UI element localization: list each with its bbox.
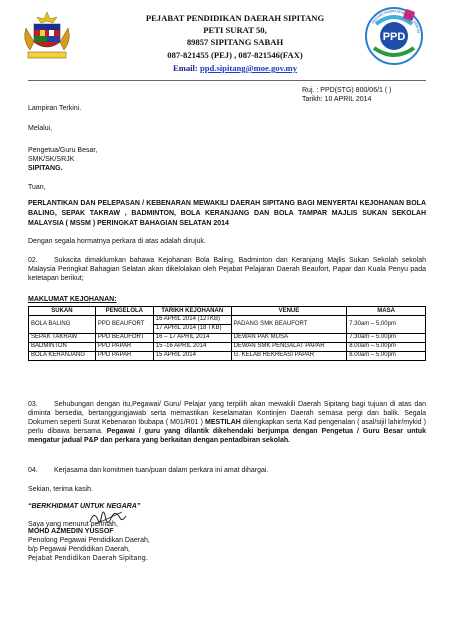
table-cell: PPD PAPAR	[95, 343, 153, 352]
reference-number: Ruj. : PPD(STG) 800/06/1 ( )	[302, 87, 392, 94]
table-cell: SEPAK TAKRAW	[29, 334, 96, 343]
logo-ring-text: PEJABAT PENDIDIKAN DAERAH SIPITANG	[370, 8, 421, 34]
table-row	[29, 352, 426, 361]
melalui: Melalui,	[28, 125, 53, 132]
opening-line: Dengan segala hormatnya perkara di atas adalah dirujuk.	[28, 238, 206, 245]
para-03-mestilah: MESTILAH	[205, 419, 241, 426]
table-cell: 16 APRIL 2014 (12TKB)	[153, 316, 231, 325]
handwritten-signature-icon	[86, 506, 130, 528]
table-cell: PPD PAPAR	[95, 352, 153, 361]
maklumat-heading: MAKLUMAT KEJOHANAN:	[28, 296, 117, 303]
para-03-part-a: Sehubungan dengan itu,Pegawai/ Guru/ Pelajar yang terpilih akan mewakili Daerah Sipitang bagi tujuan di atas dan diminta bersedia, bertanggungjawab serta memastikan keselamatan Kontinjen Daerah semasa pergi dan balik. Segala Dokumen seperti Surat Kebenaran Ibubapa ( M01/R01 )	[28, 401, 426, 426]
table-cell: 7.30am – 5.00pm	[347, 316, 426, 334]
table-cell: 16 – 17 APRIL 2014	[153, 334, 231, 343]
recipient-line1: Pengetua/Guru Besar,	[28, 147, 98, 154]
closing: Sekian, terima kasih.	[28, 486, 93, 493]
table-row	[29, 316, 426, 325]
col-header-sukan: SUKAN	[29, 307, 96, 316]
table-row	[29, 343, 426, 352]
letter-date: Tarikh: 10 APRIL 2014	[302, 96, 372, 103]
table-cell: 7.30am – 5.00pm	[347, 334, 426, 343]
postcode-city: 89857 SIPITANG SABAH	[186, 37, 284, 47]
table-cell: PPD BEAUFORT	[95, 316, 153, 334]
malaysia-coat-of-arms-icon	[20, 10, 74, 62]
para-02-number: 02.	[28, 257, 38, 264]
table-cell: BADMINTON	[29, 343, 96, 352]
office-name: PEJABAT PENDIDIKAN DAERAH SIPITANG	[145, 13, 325, 23]
logo-center-text: PPD	[382, 31, 406, 43]
po-box: PETI SURAT 50,	[203, 25, 267, 35]
lampiran: Lampiran Terkini.	[28, 105, 82, 112]
table-cell: 15 -16 APRIL 2014	[153, 343, 231, 352]
salutation: Tuan,	[28, 184, 46, 191]
phone-fax: 087-821455 (PEJ) , 087-821546(FAX)	[167, 50, 303, 60]
table-cell: BOLA BALING	[29, 316, 96, 334]
signer-title-1: Penolong Pegawai Pendidikan Daerah,	[28, 537, 150, 544]
para-03-bold-instruction: Pegawai / guru yang dilantik dikehendaki berjumpa dengan Pengetua / Guru Besar untuk mengatur jadual P&P dan perkara yang berkaitan dengan pentadbiran sekolah.	[28, 428, 426, 444]
para-03-part-b: dilengkapkan serta Kad pengenalan ( asal/sijil lahir/mykid ) perlu dibawa bersama.	[28, 419, 426, 435]
saya-yang-menurut: Saya yang menurut perintah,	[28, 521, 118, 528]
table-cell: 8.00am – 5.00pm	[347, 352, 426, 361]
col-header-tarikh: TARIKH KEJOHANAN	[153, 307, 231, 316]
subject: PERLANTIKAN DAN PELEPASAN / KEBENARAN MEWAKILI DAERAH SIPITANG BAGI MENYERTAI KEJOHANAN BOLA BALING, SEPAK TAKRAW , BADMINTON, BOLA KERANJANG DAN BOLA TAMPAR MAJLIS SUKAN SEKOLAH MALAYSIA ( MSSM ) PERINGKAT BAHAGIAN SELATAN 2014	[28, 200, 426, 227]
motto: “BERKHIDMAT UNTUK NEGARA”	[28, 503, 141, 510]
para-02-text: Sukacita dimaklumkan bahawa Kejohanan Bola Baling, Badminton dan Keranjang Majlis Sukan Sekolah sekolah Malaysia Peringkat Bahagian Selatan akan dikelolakan oleh Pejabat Pelajaran Daerah Beaufort, Papar dan Kuala Penyu pada ketetapan berikut;	[28, 257, 426, 282]
table-row	[29, 334, 426, 343]
table-cell: 17 APRIL 2014 (18 TKB)	[153, 325, 231, 334]
ppd-logo-icon	[346, 4, 442, 66]
email-line	[130, 63, 340, 74]
email-label: Email:	[172, 63, 200, 73]
table-cell: DEWAN PAK MUSA	[231, 334, 347, 343]
email-link[interactable]: ppd.sipitang@moe.gov.my	[199, 63, 298, 73]
tournament-table	[28, 306, 426, 361]
recipient-line3: SIPITANG.	[28, 165, 63, 172]
table-cell: G. KELAB REKREASI PAPAR	[231, 352, 347, 361]
signer-title-3: Pejabat Pendidikan Daerah Sipitang.	[28, 554, 148, 562]
table-cell: DEWAN SMK PENGALAT PAPAR	[231, 343, 347, 352]
para-04-number: 04.	[28, 467, 38, 474]
table-cell: 8.00am – 5.00pm	[347, 343, 426, 352]
table-cell: 15 APRIL 2014	[153, 352, 231, 361]
col-header-pengelola: PENGELOLA	[95, 307, 153, 316]
para-03-number: 03.	[28, 401, 38, 408]
para-03-text	[28, 400, 426, 445]
para-04-text: Kerjasama dan komitmen tuan/puan dalam perkara ini amat dihargai.	[54, 467, 269, 474]
table-cell: BOLA KERANJANG	[29, 352, 96, 361]
signer-name: MOHD AZMEDIN YUSSOF	[28, 528, 114, 535]
table-cell: PPD BEAUFORT	[95, 334, 153, 343]
table-cell: PADANG SMK BEAUFORT	[231, 316, 347, 334]
col-header-masa: MASA	[347, 307, 426, 316]
table-header-row	[29, 307, 426, 316]
recipient-line2: SMK/SK/SRJK	[28, 156, 75, 163]
col-header-venue: VENUE	[231, 307, 347, 316]
header-divider	[28, 80, 426, 81]
signer-title-2: b/p Pegawai Pendidikan Daerah,	[28, 546, 130, 553]
